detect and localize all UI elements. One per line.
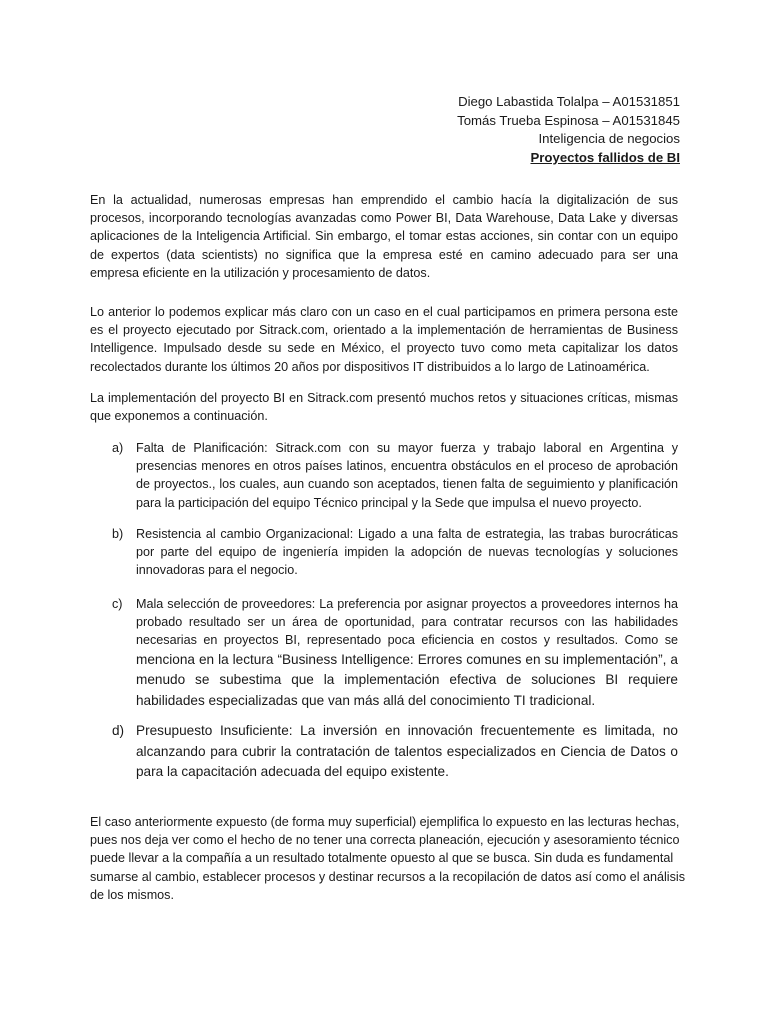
list-marker: d) — [112, 723, 125, 738]
list-item-text — [136, 595, 678, 711]
list-item-text-part2: menciona en la lectura “Business Intelligence: Errores comunes en su implementación”, a menudo se subestima que la implementación efectiva de soluciones BI requiere habilidades especializadas que van más allá del conocimiento TI tradicional. — [136, 651, 678, 708]
paragraph-conclusion: El caso anteriormente expuesto (de forma muy superficial) ejemplifica lo expuesto en las lecturas hechas, pues nos deja ver como el hecho de no tener una correcta planeación, ejecución y asesoramiento técnico puede llevar a la compañía a un resultado totalmente opuesto al que se busca. Sin duda es fundamental sumarse al cambio, establecer procesos y destinar recursos a la recopilación de datos así como el análisis de los mismos. — [90, 815, 685, 902]
list-marker: c) — [112, 597, 123, 611]
list-item-text: Falta de Planificación: Sitrack.com con su mayor fuerza y trabajo laboral en Argentina y presencias menores en otros países latinos, encuentra obstáculos en el proceso de aprobación de proyectos., los cuales, aun cuando son aceptados, tienen falta de seguimiento y planificación para la participación del equipo Técnico principal y la Sede que impulsa el nuevo proyecto. — [136, 441, 678, 510]
paragraph-challenges: La implementación del proyecto BI en Sitrack.com presentó muchos retos y situaciones críticas, mismas que exponemos a continuación. — [90, 391, 678, 424]
list-item-text-part1: Mala selección de proveedores: La preferencia por asignar proyectos a proveedores internos ha probado resultado ser un área de oportunidad, para contratar recursos con las habilidades necesarias en proyectos BI, representado poca eficiencia en costos y resultados. Como se — [136, 597, 678, 648]
paragraph-case: Lo anterior lo podemos explicar más claro con un caso en el cual participamos en primera persona este es el proyecto ejecutado por Sitrack.com, orientado a la implementación de herramientas de Business Intelligence. Impulsado desde su sede en México, el proyecto tuvo como meta capitalizar los datos recolectados durante los últimos 20 años por dispositivos IT distribuidos a lo largo de Latinoamérica. — [90, 305, 678, 374]
author-line-1: Diego Labastida Tolalpa – A01531851 — [458, 94, 680, 109]
list-item-text: Resistencia al cambio Organizacional: Ligado a una falta de estrategia, las trabas burocráticas por parte del equipo de ingeniería impiden la adopción de nuevas tecnologías y soluciones innovadoras para el negocio. — [136, 527, 678, 578]
list-item — [90, 525, 678, 580]
document-title: Proyectos fallidos de BI — [530, 149, 680, 165]
list-item — [90, 721, 678, 783]
list-item — [90, 439, 678, 512]
document-header — [457, 93, 680, 167]
list-item — [90, 595, 678, 711]
list-marker: a) — [112, 441, 124, 455]
list-marker: b) — [112, 527, 124, 541]
list-item-text: Presupuesto Insuficiente: La inversión en innovación frecuentemente es limitada, no alcanzando para cubrir la contratación de talentos especializados en Ciencia de Datos o para la capacitación adecuada del equipo existente. — [136, 723, 678, 779]
course-name: Inteligencia de negocios — [538, 131, 680, 147]
author-line-2: Tomás Trueba Espinosa – A01531845 — [457, 112, 680, 128]
paragraph-intro: En la actualidad, numerosas empresas han emprendido el cambio hacía la digitalización de sus procesos, incorporando tecnologías avanzadas como Power BI, Data Warehouse, Data Lake y diversas aplicaciones de la Inteligencia Artificial. Sin embargo, el tomar estas acciones, sin contar con un equipo de expertos (data scientists) no significa que la empresa esté en camino adecuado para ser una empresa eficiente en la utilización y procesamiento de datos. — [90, 193, 678, 280]
